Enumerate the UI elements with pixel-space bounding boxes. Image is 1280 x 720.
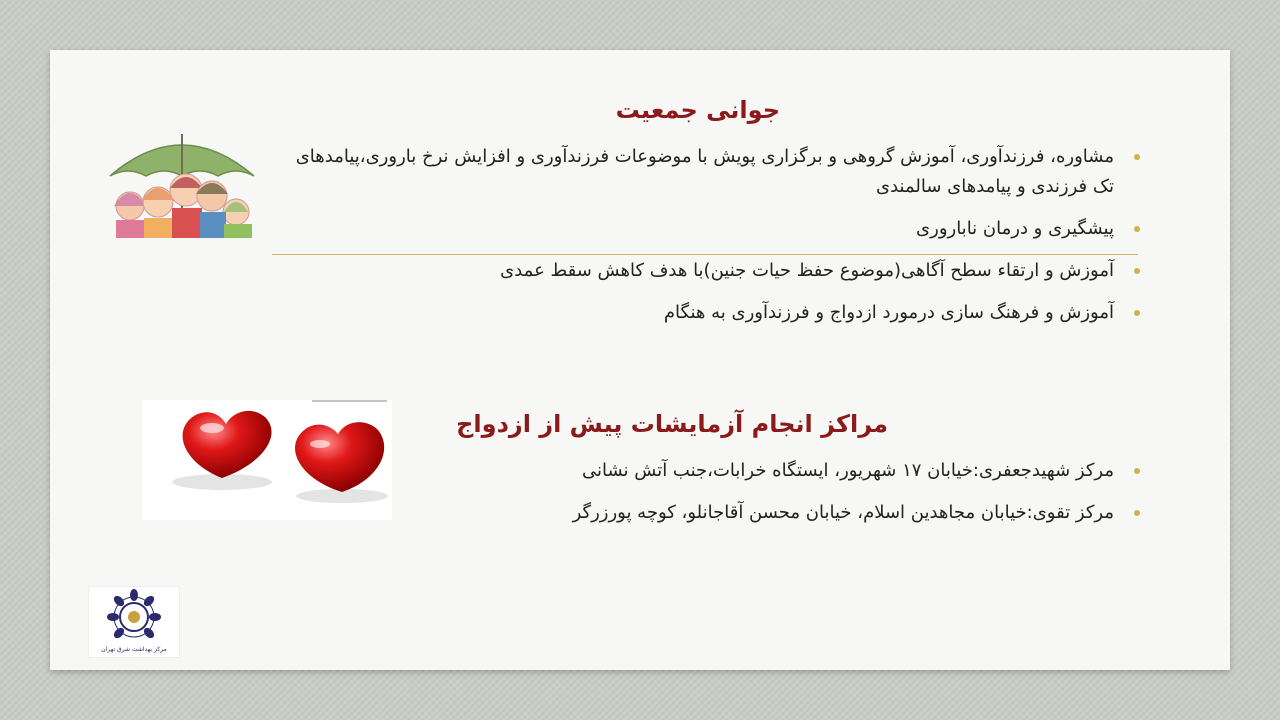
list-item: مرکز تقوی:خیابان مجاهدین اسلام، خیابان محسن آقاجانلو، کوچه پورزرگر [520, 498, 1140, 528]
divider-line [272, 254, 1138, 255]
centers-bullet-list [520, 456, 1140, 540]
population-bullet-list [270, 142, 1140, 340]
list-item: مشاوره، فرزندآوری، آموزش گروهی و برگزاری پویش با موضوعات فرزندآوری و افزایش نرخ باروری،پیامدهای تک فرزندی و پیامدهای سالمندی [270, 142, 1140, 202]
list-item: آموزش و فرهنگ سازی درمورد ازدواج و فرزندآوری به هنگام [270, 298, 1140, 328]
list-item: پیشگیری و درمان ناباروری [270, 214, 1140, 244]
umbrella-family-illustration [100, 120, 264, 238]
list-item: مرکز شهیدجعفری:خیابان ۱۷ شهریور، ایستگاه خرابات،جنب آتش نشانی [520, 456, 1140, 486]
section-title-premarital-tests: مراکز انجام آزمایشات پیش از ازدواج [456, 410, 888, 438]
section-title-population: جوانی جمعیت [615, 96, 780, 124]
logo-caption: مرکز بهداشت شرق تهران [101, 646, 167, 653]
red-hearts-photo [142, 400, 392, 520]
list-item: آموزش و ارتقاء سطح آگاهی(موضوع حفظ حیات جنین)با هدف کاهش سقط عمدی [270, 256, 1140, 286]
health-center-logo [88, 586, 180, 658]
lotus-logo [89, 587, 179, 645]
